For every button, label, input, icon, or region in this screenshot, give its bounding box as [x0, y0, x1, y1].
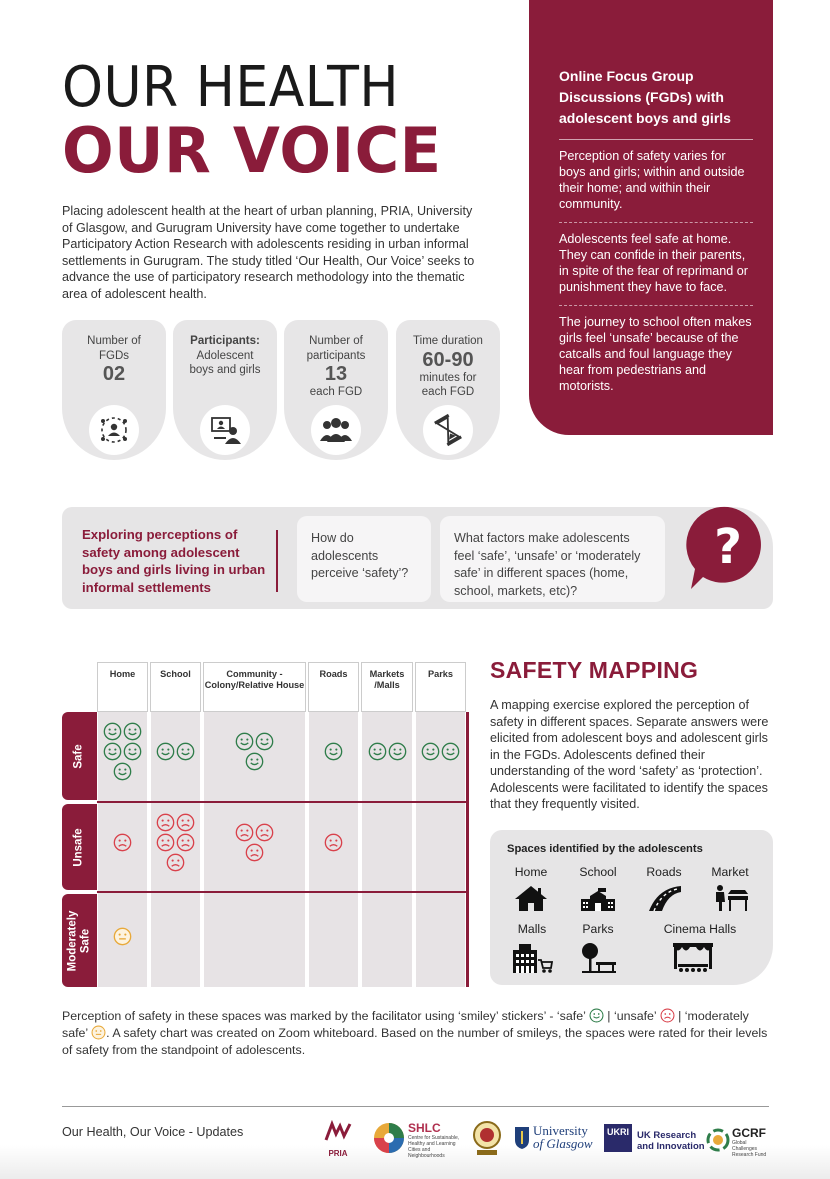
safe-smiley-icon: [589, 1008, 604, 1023]
space-label-home: Home: [514, 865, 548, 879]
row-label-unsafe: Unsafe: [62, 804, 97, 890]
safe-smiley-icon: [113, 762, 132, 781]
glasgow-logo-text: University of Glasgow: [533, 1123, 593, 1151]
space-label-school: School: [579, 865, 617, 879]
safe-smiley-icon: [589, 1009, 604, 1023]
school-icon: [580, 884, 616, 917]
column-header: Roads: [308, 662, 359, 712]
table-right-edge: [466, 712, 469, 987]
stat-card-duration: [396, 320, 500, 460]
row-divider: [97, 801, 466, 803]
stat-label-bold: Participants:: [190, 335, 260, 347]
safe-smiley-icon: [368, 742, 387, 761]
unsafe-smiley-icon: [660, 1009, 675, 1023]
stat-card-participant-count: [284, 320, 388, 460]
footnote: Perception of safety in these spaces was marked by the facilitator using ‘smiley’ stickers’ - ‘safe’ | ‘unsafe’ | ‘moderately safe’ . A safety chart was created on Zoom whiteboard. Based on the number of smileys, the spaces were rated for their levels of safety from the standpoint of adolescents.: [62, 1009, 768, 1057]
safe-smiley-icon: [123, 742, 142, 761]
spaces-title: Spaces identified by the adolescents: [507, 843, 703, 855]
fgd-summary-panel: [529, 0, 773, 435]
safe-smiley-icon: [388, 742, 407, 761]
unsafe-smiley-cell: [156, 813, 196, 872]
safety-mapping-title: SAFETY MAPPING: [490, 657, 699, 683]
moderate-smiley-cell: [103, 927, 143, 946]
stat-label: Adolescent boys and girls: [189, 349, 261, 376]
title-line1: OUR HEALTH: [62, 55, 400, 120]
safe-smiley-icon: [245, 752, 264, 771]
space-label-malls: Malls: [517, 922, 547, 936]
panel-dashed-divider: [559, 222, 753, 223]
stat-sub: minutes for each FGD: [419, 371, 477, 398]
unsafe-smiley-icon: [324, 833, 343, 852]
stat-card-fgds: [62, 320, 166, 460]
safe-smiley-cell: [367, 742, 407, 761]
unsafe-smiley-cell: [103, 833, 143, 852]
video-meeting-icon: [89, 405, 139, 455]
panel-point: The journey to school often makes girls feel ‘unsafe’ because of the catcalls and foul language they hear from pedestrians and motorists.: [559, 315, 752, 393]
safe-smiley-icon: [156, 742, 175, 761]
safe-smiley-icon: [103, 742, 122, 761]
row-label-safe: Safe: [62, 712, 97, 800]
question-box-2: What factors make adolescents feel ‘safe’, ‘unsafe’ or ‘moderately safe’ in different spaces (home, school, markets, etc)?: [440, 516, 665, 602]
column-header: Parks: [415, 662, 466, 712]
exploring-title: Exploring perceptions of safety among adolescent boys and girls living in urban informal settlements: [82, 527, 266, 595]
panel-dashed-divider: [559, 305, 753, 306]
unsafe-smiley-icon: [255, 823, 274, 842]
unsafe-smiley-icon: [166, 853, 185, 872]
group-icon: [311, 405, 361, 455]
shlc-logo-mark: [373, 1122, 405, 1154]
panel-point: Perception of safety varies for boys and girls; within and outside their home; and within their community.: [559, 149, 745, 211]
home-icon: [514, 884, 548, 917]
column-header: Home: [97, 662, 148, 712]
title-line2: OUR VOICE: [62, 114, 442, 187]
unsafe-smiley-icon: [660, 1008, 675, 1023]
road-icon: [648, 884, 682, 917]
hourglass-icon: [423, 405, 473, 455]
safe-smiley-icon: [123, 722, 142, 741]
question-mark-icon: [683, 503, 773, 593]
safe-smiley-icon: [255, 732, 274, 751]
safe-smiley-cell: [103, 722, 143, 781]
question-box-1: How do adolescents perceive ‘safety’?: [297, 516, 431, 602]
space-label-parks: Parks: [582, 922, 614, 936]
unsafe-smiley-icon: [156, 813, 175, 832]
safe-smiley-cell: [156, 742, 196, 761]
safety-mapping-text: A mapping exercise explored the perception of safety in different spaces. Separate answers were elicited from adolescent boys and adolescent girls in the FGDs. Adolescents defined their understanding of the word ‘safety’ as ‘protection’. Adolescents were facilitated to identify the spaces that they frequently visited.: [490, 698, 769, 811]
intro-paragraph: Placing adolescent health at the heart of urban planning, PRIA, University of Glasgow, and Gurugram University have come together to undertake Participatory Action Research with adolescents residing in urban informal settlements in Gurugram. The study titled ‘Our Health, Our Voice’ seeks to advance the use of participatory research methodology into the thematic area of adolescent health.: [62, 204, 475, 301]
mall-icon: [511, 942, 553, 979]
safe-smiley-icon: [441, 742, 460, 761]
moderate-smiley-icon: [91, 1026, 106, 1040]
exploring-divider: [276, 530, 278, 592]
unsafe-smiley-cell: [235, 823, 275, 862]
stat-label: Time duration: [413, 335, 483, 347]
glasgow-crest-icon: [514, 1126, 530, 1155]
moderate-smiley-icon: [91, 1025, 106, 1040]
row-divider: [97, 891, 466, 893]
row-label-moderately-safe: Moderately Safe: [62, 894, 97, 987]
cinema-hall-icon: [672, 942, 714, 979]
safe-smiley-cell: [235, 732, 275, 771]
ukri-logo-mark: UKRI: [604, 1124, 632, 1152]
stat-label: Number of participants: [306, 335, 366, 362]
safe-smiley-cell: [314, 742, 354, 761]
unsafe-smiley-icon: [245, 843, 264, 862]
panel-divider: [559, 139, 753, 140]
park-icon: [580, 942, 618, 979]
column-header: Markets /Malls: [361, 662, 413, 712]
online-presentation-icon: [200, 405, 250, 455]
panel-point: Adolescents feel safe at home. They can confide in their parents, in spite of the fear of reprimand or punishment they have to face.: [559, 232, 749, 294]
unsafe-smiley-icon: [176, 833, 195, 852]
footer-title: Our Health, Our Voice - Updates: [62, 1125, 244, 1139]
stat-label: Number of FGDs: [87, 335, 141, 362]
space-label-roads: Roads: [646, 865, 682, 879]
shlc-logo-text: SHLC Centre for Sustainable, Healthy and Learning Cities and Neighbourhoods: [408, 1121, 460, 1159]
stat-card-participants: [173, 320, 277, 460]
gcrf-logo-text: GCRF Global Challenges Research Fund: [732, 1126, 767, 1158]
unsafe-smiley-icon: [176, 813, 195, 832]
unsafe-smiley-cell: [314, 833, 354, 852]
stat-value: 60-90: [422, 348, 474, 371]
panel-heading: Online Focus Group Discussions (FGDs) with adolescent boys and girls: [559, 68, 731, 126]
moderate-smiley-icon: [113, 927, 132, 946]
gurugram-university-emblem: [472, 1120, 502, 1163]
gcrf-logo-mark: [706, 1128, 730, 1157]
market-icon: [712, 884, 752, 917]
svg-text:?: ?: [714, 519, 742, 575]
unsafe-smiley-icon: [235, 823, 254, 842]
ukri-logo-text: UK Research and Innovation: [637, 1130, 705, 1152]
stat-value: 02: [102, 363, 126, 385]
stat-value: 13: [324, 363, 348, 385]
space-label-market: Market: [711, 865, 749, 879]
safe-smiley-icon: [421, 742, 440, 761]
unsafe-smiley-icon: [156, 833, 175, 852]
safe-smiley-cell: [421, 742, 461, 761]
safe-smiley-icon: [324, 742, 343, 761]
stat-sub: each FGD: [309, 386, 363, 398]
unsafe-smiley-icon: [113, 833, 132, 852]
safe-smiley-icon: [176, 742, 195, 761]
safe-smiley-icon: [235, 732, 254, 751]
column-header: School: [150, 662, 201, 712]
footer-divider: [62, 1106, 769, 1107]
pria-logo: PRIA: [318, 1120, 358, 1158]
space-label-cinema-halls: Cinema Halls: [663, 922, 737, 936]
safe-smiley-icon: [103, 722, 122, 741]
column-header: Community - Colony/Relative House: [203, 662, 306, 712]
